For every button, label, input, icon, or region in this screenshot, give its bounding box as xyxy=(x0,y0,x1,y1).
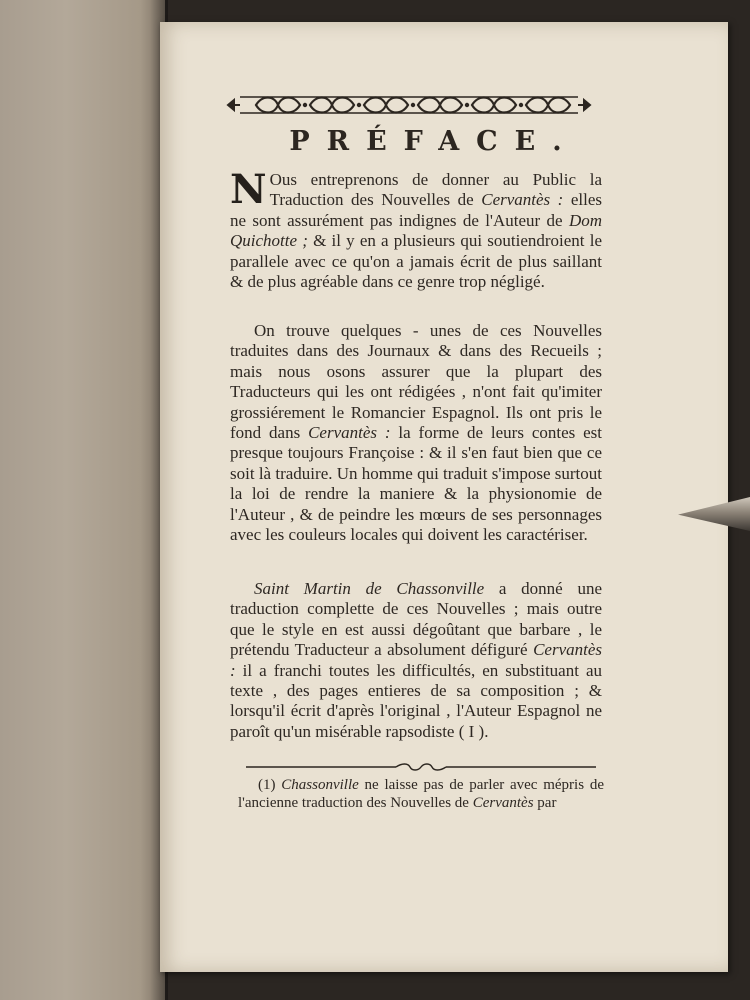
paragraph-2-text-a: On trouve quelques - unes de ces Nouvelles traduites dans des Journaux & dans des Recueils ; mais nous osons assurer que la plupart des Traducteurs qui les ont rédigées , n'ont fait qu'imiter grossiérement le Romancier Espagnol. Ils ont pris le fond dans xyxy=(230,321,602,443)
paragraph-1-text-b: elles ne sont assurément pas indignes de l'Auteur de xyxy=(230,190,603,230)
paragraph-1-italic-a: Cervantès : xyxy=(481,190,564,210)
facing-page xyxy=(0,0,165,1000)
paragraph-1-italic-b: Dom Quichotte ; xyxy=(230,210,602,251)
paragraph-3-text-b: il a franchi toutes les difficultés, en substituant au texte , des pages entieres de sa composition ; & lorsqu'il écrit d'après l'original , l'Auteur Espagnol ne paroît qu'un misérable rapsodiste ( I ). xyxy=(230,660,602,741)
paragraph-2-italic-a: Cervantès : xyxy=(308,423,391,443)
footnote-text-b: par xyxy=(533,795,557,811)
paragraph-2 xyxy=(230,321,602,545)
paragraph-1-text-c: & il y en a plusieurs qui soutiendroient le parallele avec ce qu'on a jamais écrit de plus saillant & de plus agréable dans ce genre trop négligé. xyxy=(230,231,602,292)
paragraph-2-text-b: la forme de leurs contes est presque toujours Françoise : & il s'en faut bien que ce soit là traduire. Un homme qui traduit s'impose surtout la loi de rendre la maniere & la physionomie de l'Auteur , & de peindre les mœurs de ses personnages avec les couleurs locales qui doivent les caractériser. xyxy=(230,423,603,545)
headpiece-ornament xyxy=(226,92,592,118)
footnote-marker: (1) xyxy=(258,777,282,793)
footnote-rule xyxy=(246,763,596,771)
paragraph-3 xyxy=(230,579,602,742)
drop-cap: N xyxy=(230,166,267,213)
page-title: PRÉFACE. xyxy=(289,126,579,157)
paragraph-3-italic-a: Saint Martin de Chassonville xyxy=(254,579,485,598)
footnote-italic-a: Chassonville xyxy=(281,777,359,793)
footnote-italic-b: Cervantès xyxy=(472,795,534,811)
footnote-text-a: ne laisse pas de parler avec mépris de l'ancienne traduction des Nouvelles de xyxy=(238,777,604,811)
paragraph-3-text-a: a donné une traduction complette de ces Nouvelles ; mais outre que le style en est aussi dégoûtant que barbare , le prétendu Traducteur a absolument défiguré xyxy=(230,579,602,660)
footnote xyxy=(238,776,604,812)
paragraph-1 xyxy=(230,166,603,292)
paragraph-3-italic-b: Cervantès : xyxy=(230,640,602,680)
paragraph-1-text-a: Ous entreprenons de donner au Public la Traduction des Nouvelles de xyxy=(269,170,602,210)
